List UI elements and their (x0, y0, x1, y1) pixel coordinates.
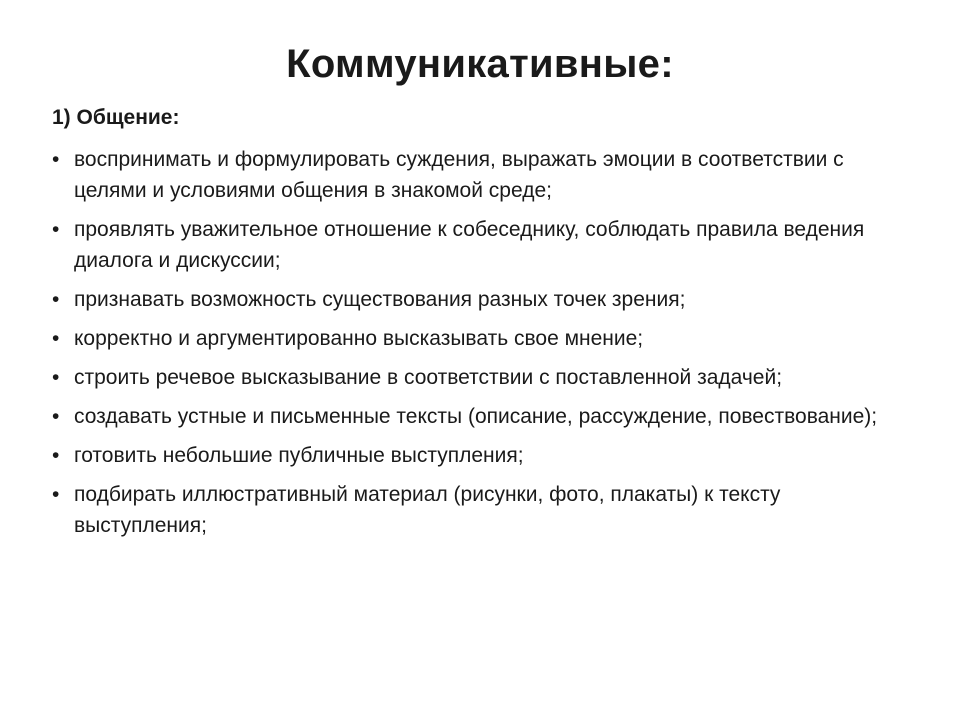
list-item-text: готовить небольшие публичные выступления; (74, 444, 524, 467)
list-item (52, 362, 902, 393)
list-item-text: создавать устные и письменные тексты (описание, рассуждение, повествование); (74, 405, 878, 428)
list-item (52, 144, 902, 206)
list-item-text: проявлять уважительное отношение к собеседнику, соблюдать правила ведения диалога и дискуссии; (74, 218, 865, 272)
bullet-list (52, 144, 902, 549)
bullet-dot-icon: • (52, 444, 60, 467)
section-heading: 1) Общение: (52, 106, 180, 129)
bullet-dot-icon: • (52, 218, 60, 241)
bullet-dot-icon: • (52, 483, 60, 506)
bullet-dot-icon: • (52, 366, 60, 389)
list-item (52, 214, 902, 276)
slide-title: Коммуникативные: (286, 42, 674, 86)
bullet-dot-icon: • (52, 148, 60, 171)
list-item (52, 284, 902, 315)
list-item (52, 323, 902, 354)
list-item-text: признавать возможность существования разных точек зрения; (74, 288, 686, 311)
list-item-text: воспринимать и формулировать суждения, выражать эмоции в соответствии с целями и условиями общения в знакомой среде; (74, 148, 844, 202)
list-item-text: подбирать иллюстративный материал (рисунки, фото, плакаты) к тексту выступления; (74, 483, 781, 537)
bullet-dot-icon: • (52, 405, 60, 428)
list-item (52, 401, 902, 432)
list-item-text: корректно и аргументированно высказывать свое мнение; (74, 327, 644, 350)
bullet-dot-icon: • (52, 327, 60, 350)
list-item (52, 440, 902, 471)
list-item (52, 479, 902, 541)
list-item-text: строить речевое высказывание в соответствии с поставленной задачей; (74, 366, 783, 389)
bullet-dot-icon: • (52, 288, 60, 311)
